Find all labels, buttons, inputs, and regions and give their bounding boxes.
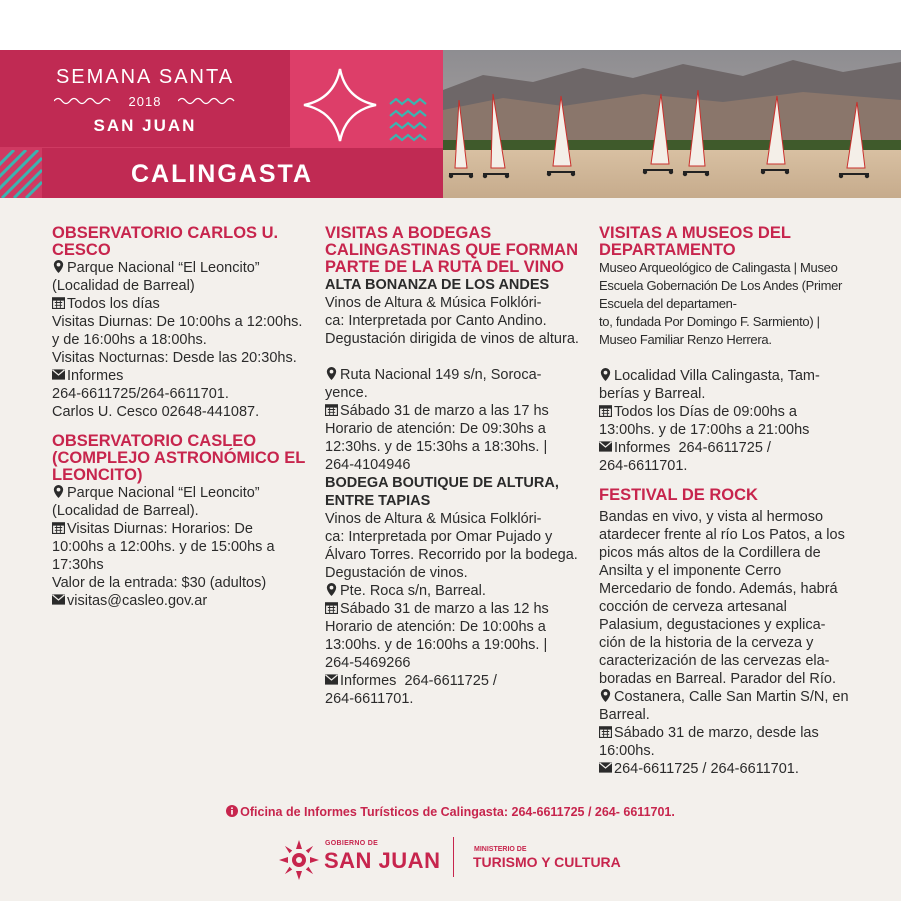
footer-logos <box>0 835 901 885</box>
map-pin-icon <box>599 368 612 381</box>
contact-phone-2: 264-6611701. <box>599 458 688 474</box>
hours-text: Horario de atención: De 10:00hs a 13:00hs. y de 16:00hs a 19:00hs. | 264-5469266 <box>325 619 548 671</box>
calendar-icon <box>52 296 65 309</box>
email-line: visitas@casleo.gov.ar <box>52 592 307 610</box>
contact-line: Informes 264-6611725 / 264-6611701. <box>325 673 497 707</box>
city-title: CALINGASTA <box>130 160 314 188</box>
hours-text: Horario de atención: De 09:30hs a 12:30hs. y de 15:30hs a 18:30hs. | 264-4104946 <box>325 421 548 473</box>
hours-line: Visitas Diurnas: Horarios: De 10:00hs a 12:00hs. y de 15:00hs a 17:30hs <box>52 521 275 573</box>
location-line: Parque Nacional “El Leoncito” (Localidad de Barreal) <box>52 260 260 294</box>
winery-name: ALTA BONANZA DE LOS ANDES <box>325 277 550 293</box>
map-pin-icon <box>325 583 338 596</box>
location-line: Parque Nacional “El Leoncito” (Localidad de Barreal). <box>52 485 260 519</box>
section-title: VISITAS A MUSEOS DEL DEPARTAMENTO <box>599 224 791 259</box>
gov-label-small: GOBIERNO DE <box>325 840 379 847</box>
price-text: Valor de la entrada: $30 (adultos) <box>52 575 267 591</box>
column-observatories <box>52 225 307 610</box>
section-title: FESTIVAL DE ROCK <box>599 486 758 504</box>
gov-label-big: SAN JUAN <box>324 848 441 873</box>
teal-waves-icon <box>388 98 428 146</box>
column-wineries <box>325 225 580 708</box>
ministry-label-small: MINISTERIO DE <box>474 846 527 853</box>
wave-ornament-icon <box>178 96 236 106</box>
envelope-icon <box>599 761 612 774</box>
winery-description: Vinos de Altura & Música Folklóri- ca: Interpretada por Omar Pujado y Álvaro Torres. Recorrido por la bodega. Degustación de vinos. <box>325 511 578 581</box>
info-icon <box>226 805 238 817</box>
tourist-office-note: Oficina de Informes Turísticos de Calingasta: 264-6611725 / 264- 6611701. <box>0 805 901 819</box>
museums-description: Museo Arqueológico de Calingasta | Museo Escuela Gobernación De Los Andes (Primer Escuela del departamen- to, fundada Por Domingo F. Sarmiento) | Museo Familiar Renzo Herrera. <box>599 260 843 347</box>
hours-text: Visitas Diurnas: De 10:00hs a 12:00hs. y de 16:00hs a 18:00hs. Visitas Nocturnas: Desde las 20:30hs. <box>52 314 303 366</box>
contact-line: Informes <box>52 367 307 385</box>
date-line: Sábado 31 de marzo a las 17 hs <box>325 402 580 420</box>
event-province: SAN JUAN <box>93 116 197 135</box>
event-title: SEMANA SANTA <box>55 66 235 88</box>
date-line: Sábado 31 de marzo, desde las 16:00hs. <box>599 725 819 759</box>
san-juan-sun-logo-icon <box>278 839 320 881</box>
location-line: Localidad Villa Calingasta, Tam- berías y Barreal. <box>599 368 820 402</box>
teal-stripes-icon <box>0 150 42 198</box>
contact-phones: 264-6611725 / 264-6611701. <box>325 673 497 707</box>
column-museums-festival <box>599 225 854 778</box>
section-title: OBSERVATORIO CARLOS U. CESCO <box>52 224 279 259</box>
contact-phones: 264-6611725/264-6611701. Carlos U. Cesco 02648-441087. <box>52 386 260 420</box>
top-white-strip <box>0 0 901 50</box>
location-line: Ruta Nacional 149 s/n, Soroca- yence. <box>325 367 542 401</box>
title-banner <box>0 50 443 198</box>
logo-divider <box>453 837 454 877</box>
calendar-icon <box>52 521 65 534</box>
winery-description: Vinos de Altura & Música Folklóri- ca: Interpretada por Canto Andino. Degustación dirigida de vinos de altura. <box>325 295 579 347</box>
date-line: Sábado 31 de marzo a las 12 hs <box>325 600 580 618</box>
section-title: VISITAS A BODEGAS CALINGASTINAS QUE FORMAN PARTE DE LA RUTA DEL VINO <box>325 224 578 276</box>
ministry-label-big: TURISMO Y CULTURA <box>473 854 621 870</box>
calendar-icon <box>325 601 338 614</box>
envelope-icon <box>52 593 65 606</box>
map-pin-icon <box>52 260 65 273</box>
days-line: Todos los días <box>52 295 307 313</box>
contact-line: Informes 264-6611725 / <box>599 439 854 457</box>
calendar-icon <box>599 725 612 738</box>
winery-name: BODEGA BOUTIQUE DE ALTURA, ENTRE TAPIAS <box>325 475 559 509</box>
calendar-icon <box>325 403 338 416</box>
header <box>0 50 901 198</box>
hours-line: Todos los Días de 09:00hs a 13:00hs. y de 17:00hs a 21:00hs <box>599 404 810 438</box>
envelope-icon <box>325 673 338 686</box>
section-title: OBSERVATORIO CASLEO (COMPLEJO ASTRONÓMICO EL LEONCITO) <box>52 432 306 484</box>
calendar-icon <box>599 404 612 417</box>
location-line: Pte. Roca s/n, Barreal. <box>325 582 580 600</box>
contact-line: 264-6611725 / 264-6611701. <box>599 760 854 778</box>
festival-description: Bandas en vivo, y vista al hermoso atardecer frente al río Los Patos, a los picos más altos de la Cordillera de Ansilta y el imponente Cerro Mercedario de fondo. Además, habrá cocción de cerveza artesanal Palasium, degustaciones y explica- ción de la historia de la cerveza y caracterización de las cervezas ela- boradas en Barreal. Parador del Río. <box>599 509 845 687</box>
map-pin-icon <box>325 367 338 380</box>
map-pin-icon <box>52 485 65 498</box>
event-year: 2018 <box>128 94 162 109</box>
four-point-star-icon <box>300 65 380 145</box>
envelope-icon <box>599 440 612 453</box>
map-pin-icon <box>599 689 612 702</box>
envelope-icon <box>52 368 65 381</box>
location-line: Costanera, Calle San Martin S/N, en Barreal. <box>599 689 849 723</box>
land-sailing-photo <box>443 50 901 198</box>
